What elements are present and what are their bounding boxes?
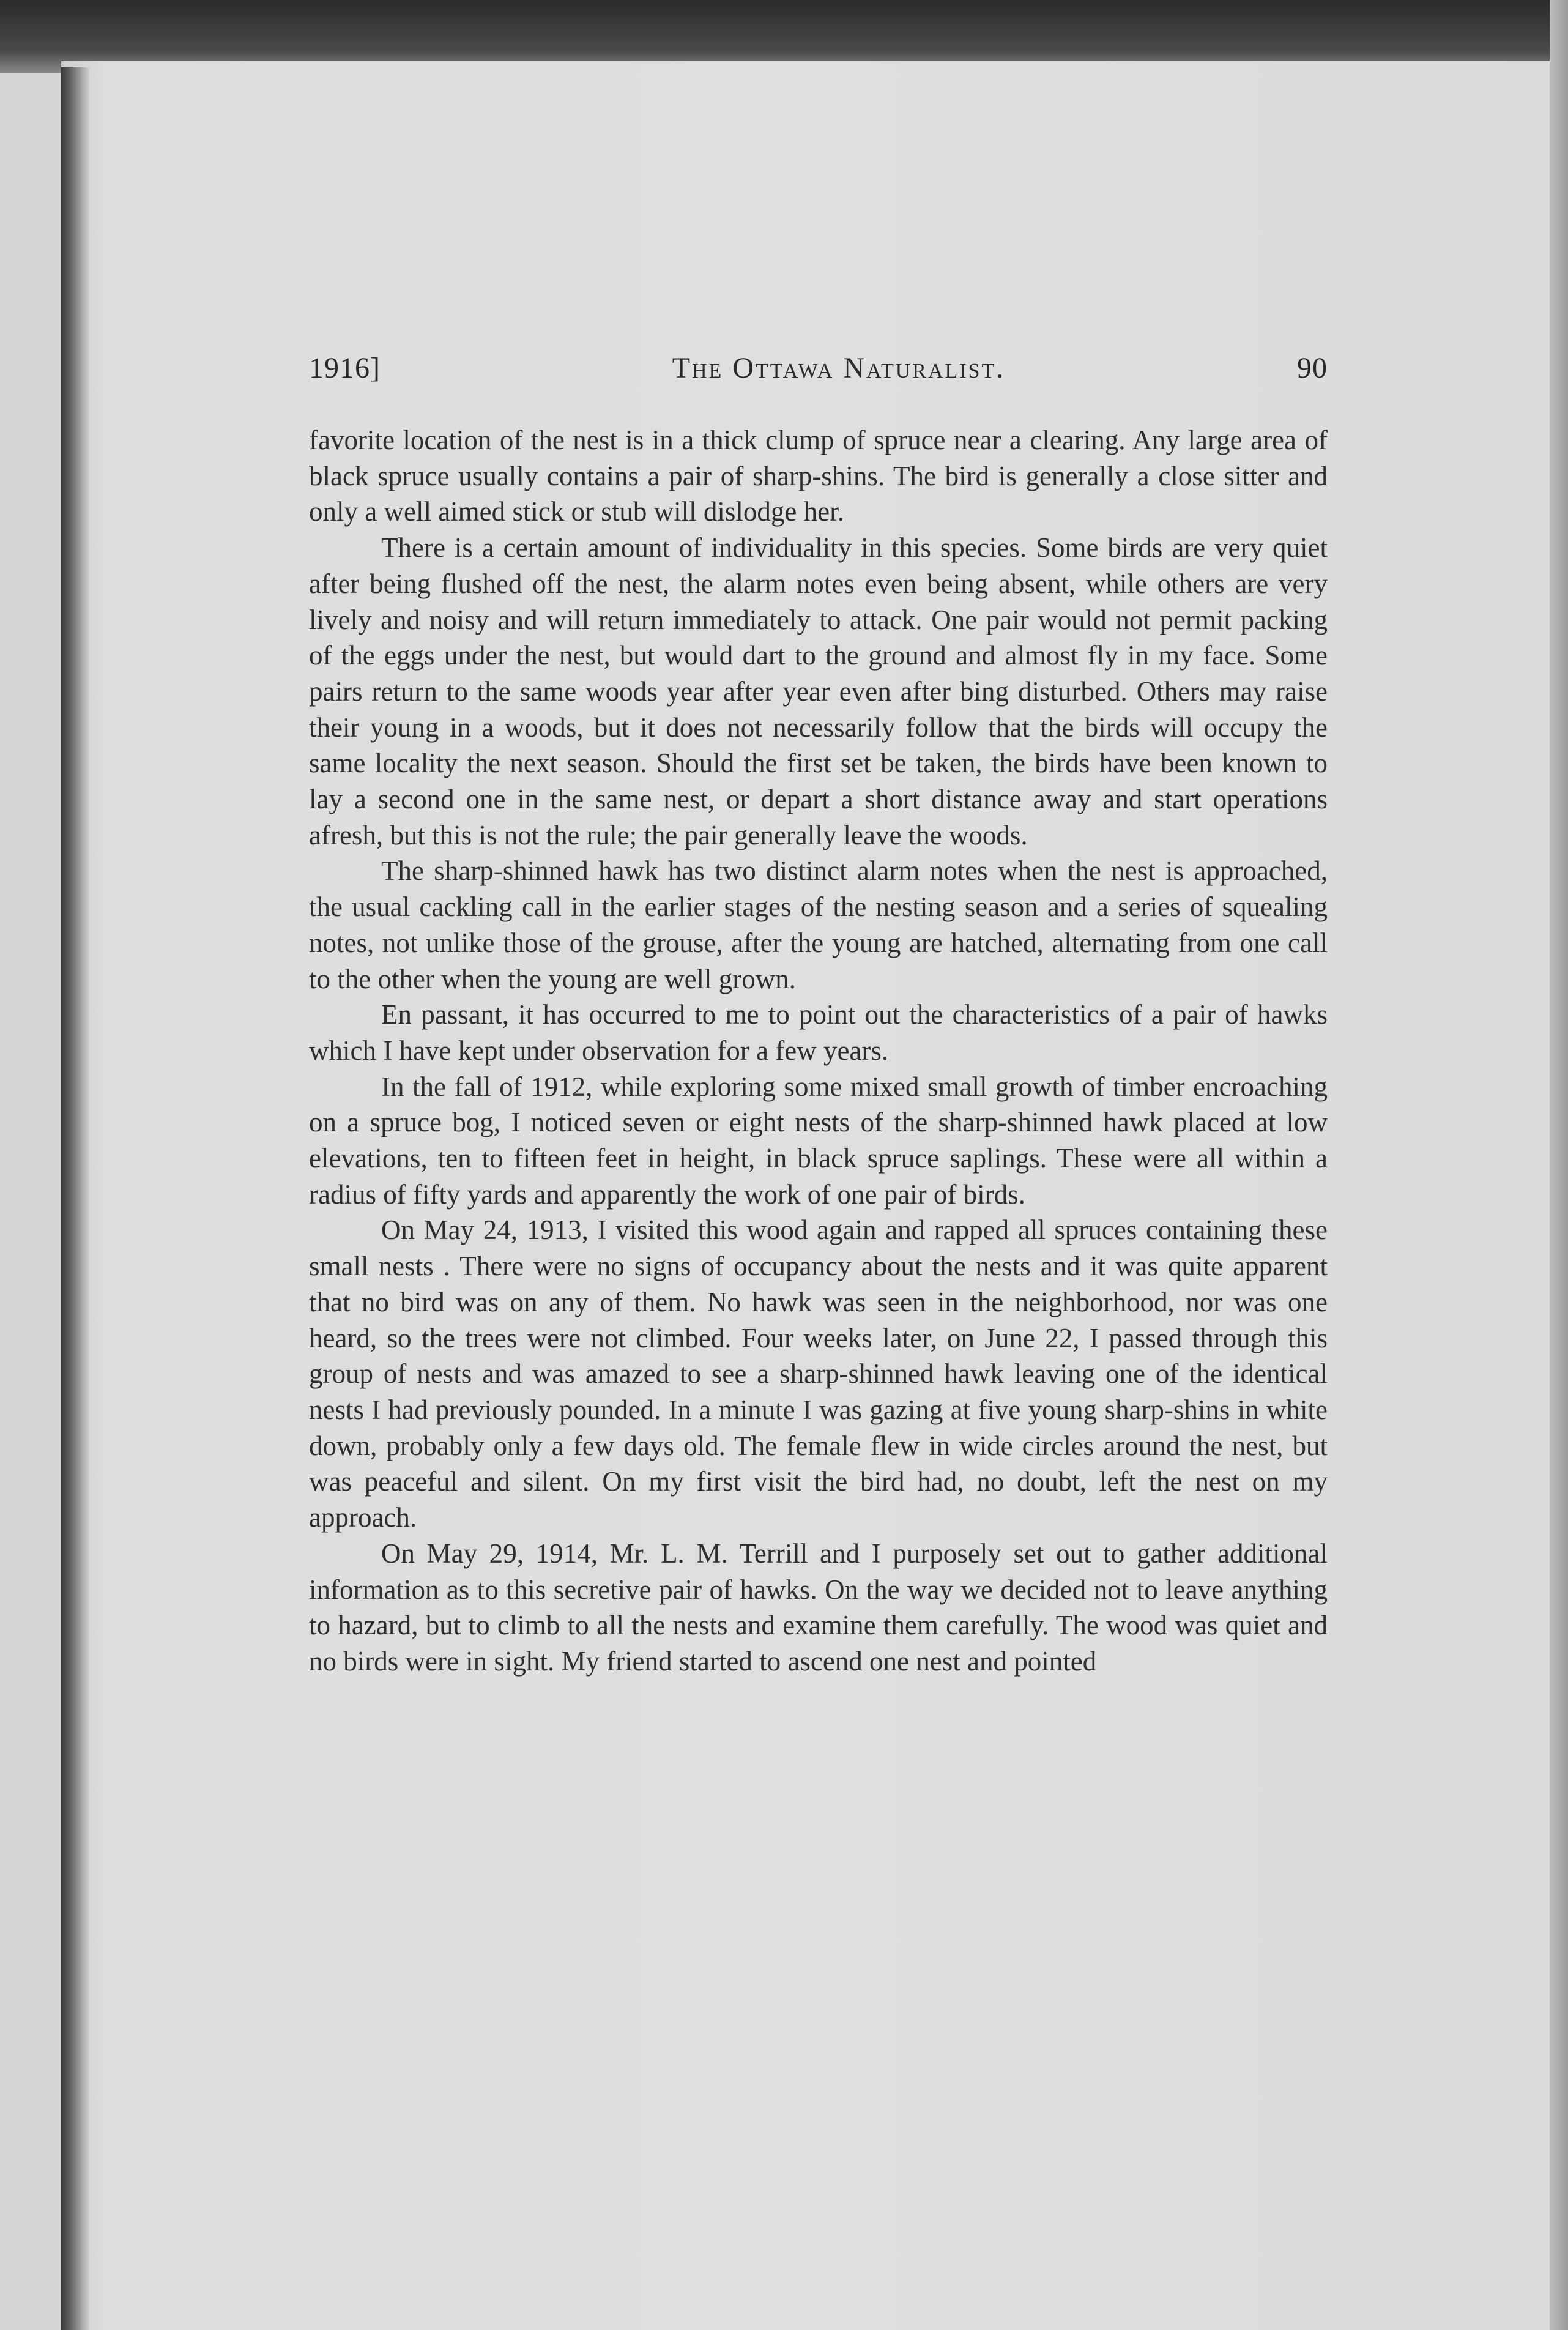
body-text bbox=[309, 422, 1328, 1680]
paragraph: On May 29, 1914, Mr. L. M. Terrill and I purposely set out to gather additional information as to this secretive pair of hawks. On the way we decided not to leave anything to hazard, but to climb to all the nests and examine them carefully. The wood was quiet and no birds were in sight. My friend started to ascend one nest and pointed bbox=[309, 1538, 1328, 1677]
paragraph: There is a certain amount of individuality in this species. Some birds are very quiet after being flushed off the nest, the alarm notes even being absent, while others are very lively and noisy and will return immediately to attack. One pair would not permit packing of the eggs under the nest, but would dart to the ground and almost fly in my face. Some pairs return to the same woods year after year even after bing disturbed. Others may raise their young in a woods, but it does not necessarily follow that the birds will occupy the same locality the next season. Should the first set be taken, the birds have been known to lay a second one in the same nest, or depart a short distance away and start operations afresh, but this is not the rule; the pair generally leave the woods. bbox=[309, 532, 1328, 850]
paragraph: On May 24, 1913, I visited this wood again and rapped all spruces containing these small nests . There were no signs of occupancy about the nests and it was quite apparent that no bird was on any of them. No hawk was seen in the neighborhood, nor was one heard, so the trees were not climbed. Four weeks later, on June 22, I passed through this group of nests and was amazed to see a sharp-shinned hawk leaving one of the identical nests I had previously pounded. In a minute I was gazing at five young sharp-shins in white down, probably only a few days old. The female flew in wide circles around the nest, but was peaceful and silent. On my first visit the bird had, no doubt, left the nest on my approach. bbox=[309, 1215, 1328, 1533]
paragraph: En passant, it has occurred to me to point out the characteristics of a pair of hawks which I have kept under observation for a few years. bbox=[309, 999, 1328, 1066]
page-number: 90 bbox=[1297, 352, 1328, 384]
paragraph: favorite location of the nest is in a thick clump of spruce near a clearing. Any large area of black spruce usually contains a pair of sharp-shins. The bird is generally a close sitter and only a well aimed stick or stub will dislodge her. bbox=[309, 425, 1328, 527]
paragraph: The sharp-shinned hawk has two distinct alarm notes when the nest is approached, the usual cackling call in the earlier stages of the nesting season and a series of squealing notes, not unlike those of the grouse, after the young are hatched, alternating from one call to the other when the young are well grown. bbox=[309, 855, 1328, 994]
paragraph: In the fall of 1912, while exploring some mixed small growth of timber encroaching on a spruce bog, I noticed seven or eight nests of the sharp-shinned hawk placed at low elevations, ten to fifteen feet in height, in black spruce saplings. These were all within a radius of fifty yards and apparently the work of one pair of birds. bbox=[309, 1071, 1328, 1210]
book-binding-edge bbox=[61, 67, 89, 2330]
running-header bbox=[309, 351, 1328, 400]
scanner-right-edge bbox=[1550, 0, 1568, 2330]
header-year: 1916] bbox=[309, 352, 381, 384]
header-journal-title: The Ottawa Naturalist. bbox=[672, 352, 1006, 384]
